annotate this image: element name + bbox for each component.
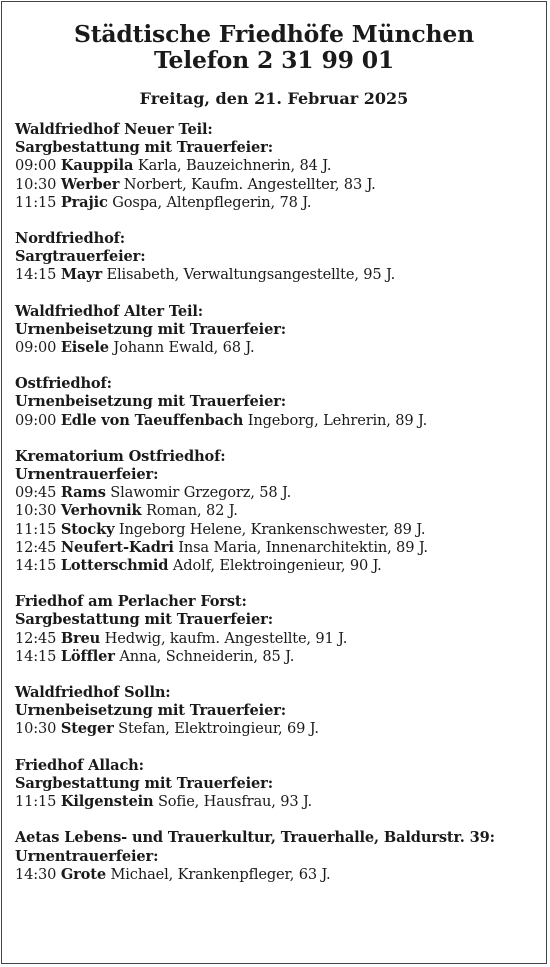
cemetery-section (15, 684, 546, 739)
entry-time: 11:15 (15, 193, 57, 211)
entry-surname: Stocky (60, 520, 115, 538)
cemetery-section (15, 121, 546, 212)
header (2, 2, 546, 109)
entry-surname: Werber (60, 175, 120, 193)
ceremony-type: Sargbestattung mit Trauerfeier: (15, 774, 273, 792)
cemetery-name: Waldfriedhof Alter Teil: (15, 302, 204, 320)
cemetery-name: Nordfriedhof: (15, 230, 126, 248)
cemetery-name: Aetas Lebens- und Trauerkultur, Trauerhalle, Baldurstr. 39: (15, 829, 495, 847)
funeral-entry (15, 630, 546, 648)
funeral-entry (15, 266, 546, 284)
entry-details: Insa Maria, Innenarchitektin, 89 J. (178, 538, 428, 556)
entry-time: 09:00 (15, 157, 57, 175)
entry-details: Slawomir Grzegorz, 58 J. (110, 484, 292, 502)
schedule-list (2, 109, 546, 884)
entry-time: 11:15 (15, 793, 57, 811)
entry-details: Adolf, Elektroingenieur, 90 J. (172, 557, 382, 575)
cemetery-section (15, 448, 546, 575)
entry-time: 14:30 (15, 865, 57, 883)
entry-time: 09:00 (15, 339, 57, 357)
cemetery-section (15, 757, 546, 812)
date-line: Freitag, den 21. Februar 2025 (139, 89, 409, 108)
entry-time: 12:45 (15, 629, 57, 647)
entry-details: Gospa, Altenpflegerin, 78 J. (112, 193, 312, 211)
funeral-entry (15, 521, 546, 539)
entry-time: 10:30 (15, 175, 57, 193)
entry-surname: Edle von Taeuffenbach (60, 411, 244, 429)
entry-details: Sofie, Hausfrau, 93 J. (157, 793, 313, 811)
cemetery-name: Ostfriedhof: (15, 375, 112, 393)
entry-surname: Breu (60, 629, 101, 647)
entry-surname: Eisele (60, 339, 109, 357)
funeral-entry (15, 339, 546, 357)
funeral-entry (15, 793, 546, 811)
entry-details: Elisabeth, Verwaltungsangestellte, 95 J. (106, 266, 396, 284)
ceremony-type: Urnenbeisetzung mit Trauerfeier: (15, 393, 286, 411)
funeral-entry (15, 484, 546, 502)
funeral-entry (15, 720, 546, 738)
funeral-entry (15, 194, 546, 212)
entry-surname: Kilgenstein (60, 793, 154, 811)
cemetery-name: Friedhof am Perlacher Forst: (15, 593, 247, 611)
entry-surname: Mayr (60, 266, 102, 284)
ceremony-type: Sargbestattung mit Trauerfeier: (15, 139, 273, 157)
entry-details: Michael, Krankenpfleger, 63 J. (110, 865, 331, 883)
cemetery-section (15, 303, 546, 358)
phone-number: Telefon 2 31 99 01 (153, 46, 395, 74)
entry-surname: Lotterschmid (60, 557, 169, 575)
ceremony-type: Urnentrauerfeier: (15, 466, 159, 484)
cemetery-section (15, 593, 546, 666)
funeral-entry (15, 539, 546, 557)
cemetery-name: Waldfriedhof Solln: (15, 684, 171, 702)
entry-surname: Rams (60, 484, 106, 502)
cemetery-section (15, 829, 546, 884)
entry-details: Anna, Schneiderin, 85 J. (119, 647, 295, 665)
entry-surname: Prajic (60, 193, 108, 211)
page-frame (1, 1, 547, 964)
entry-time: 14:15 (15, 266, 57, 284)
entry-time: 10:30 (15, 720, 57, 738)
ceremony-type: Urnenbeisetzung mit Trauerfeier: (15, 320, 286, 338)
page-title: Städtische Friedhöfe München (73, 20, 474, 48)
entry-time: 09:00 (15, 411, 57, 429)
funeral-entry (15, 866, 546, 884)
entry-details: Ingeborg, Lehrerin, 89 J. (247, 411, 428, 429)
entry-details: Norbert, Kaufm. Angestellter, 83 J. (123, 175, 376, 193)
entry-time: 14:15 (15, 647, 57, 665)
entry-surname: Verhovnik (60, 502, 142, 520)
entry-details: Ingeborg Helene, Krankenschwester, 89 J. (118, 520, 426, 538)
funeral-entry (15, 176, 546, 194)
entry-details: Roman, 82 J. (146, 502, 238, 520)
ceremony-type: Sargtrauerfeier: (15, 248, 146, 266)
entry-surname: Löffler (60, 647, 115, 665)
funeral-entry (15, 648, 546, 666)
entry-details: Stefan, Elektroingieur, 69 J. (118, 720, 319, 738)
funeral-entry (15, 557, 546, 575)
funeral-entry (15, 412, 546, 430)
ceremony-type: Sargbestattung mit Trauerfeier: (15, 611, 273, 629)
entry-surname: Grote (60, 865, 106, 883)
entry-time: 14:15 (15, 557, 57, 575)
cemetery-section (15, 230, 546, 285)
entry-details: Johann Ewald, 68 J. (113, 339, 255, 357)
cemetery-section (15, 375, 546, 430)
entry-surname: Neufert-Kadri (60, 538, 174, 556)
cemetery-name: Friedhof Allach: (15, 756, 144, 774)
funeral-entry (15, 157, 546, 175)
entry-surname: Steger (60, 720, 114, 738)
entry-time: 11:15 (15, 520, 57, 538)
ceremony-type: Urnentrauerfeier: (15, 847, 159, 865)
funeral-entry (15, 502, 546, 520)
ceremony-type: Urnenbeisetzung mit Trauerfeier: (15, 702, 286, 720)
entry-time: 12:45 (15, 538, 57, 556)
entry-surname: Kauppila (60, 157, 134, 175)
entry-time: 09:45 (15, 484, 57, 502)
entry-details: Hedwig, kaufm. Angestellte, 91 J. (104, 629, 348, 647)
cemetery-name: Krematorium Ostfriedhof: (15, 447, 226, 465)
cemetery-name: Waldfriedhof Neuer Teil: (15, 121, 213, 138)
entry-details: Karla, Bauzeichnerin, 84 J. (137, 157, 332, 175)
entry-time: 10:30 (15, 502, 57, 520)
